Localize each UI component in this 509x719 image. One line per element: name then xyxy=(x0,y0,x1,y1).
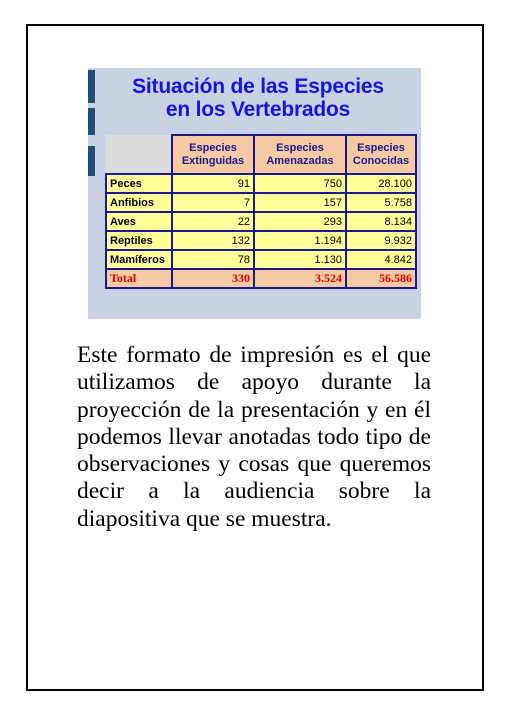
row-label: Peces xyxy=(106,174,172,193)
column-header-line: Especies xyxy=(357,141,405,154)
table-cell: 1.194 xyxy=(254,231,346,250)
total-cell: 56.586 xyxy=(346,269,416,288)
total-cell: 3.524 xyxy=(254,269,346,288)
table-cell: 28.100 xyxy=(346,174,416,193)
table-row xyxy=(106,212,416,231)
table-row xyxy=(106,250,416,269)
column-header-amenazadas xyxy=(254,135,346,174)
table-total-row xyxy=(106,269,416,288)
row-label: Aves xyxy=(106,212,172,231)
total-cell: 330 xyxy=(172,269,254,288)
slide-thumbnail xyxy=(88,68,421,319)
table-header-row xyxy=(106,135,416,174)
slide-accent-bar xyxy=(88,70,95,103)
row-label: Reptiles xyxy=(106,231,172,250)
table-cell: 9.932 xyxy=(346,231,416,250)
table-row xyxy=(106,231,416,250)
column-header-extinguidas xyxy=(172,135,254,174)
table-cell: 7 xyxy=(172,193,254,212)
table-cell: 91 xyxy=(172,174,254,193)
table-corner-cell xyxy=(106,135,172,174)
table-cell: 4.842 xyxy=(346,250,416,269)
table-row xyxy=(106,174,416,193)
column-header-conocidas xyxy=(346,135,416,174)
slide-title xyxy=(102,75,414,121)
column-header-line: Extinguidas xyxy=(181,154,245,167)
slide-title-line-2: en los Vertebrados xyxy=(165,98,351,121)
speaker-notes-text: Este formato de impresión es el que utilizamos de apoyo durante la proyección de la presentación y en él podemos llevar anotadas todo tipo de observaciones y cosas que queremos decir a la audiencia sobre la diapositiva que se muestra. xyxy=(77,342,431,532)
total-label: Total xyxy=(106,269,172,288)
table-cell: 750 xyxy=(254,174,346,193)
table-cell: 293 xyxy=(254,212,346,231)
row-label: Mamíferos xyxy=(106,250,172,269)
table-cell: 1.130 xyxy=(254,250,346,269)
species-table xyxy=(105,134,417,289)
column-header-line: Especies xyxy=(276,141,324,154)
table-cell: 22 xyxy=(172,212,254,231)
table-cell: 5.758 xyxy=(346,193,416,212)
column-header-line: Especies xyxy=(189,141,237,154)
column-header-line: Amenazadas xyxy=(266,154,334,167)
slide-accent-bar xyxy=(88,108,95,135)
slide-title-line-1: Situación de las Especies xyxy=(132,75,384,98)
table-cell: 157 xyxy=(254,193,346,212)
slide-accent-bar xyxy=(88,146,95,176)
table-cell: 132 xyxy=(172,231,254,250)
table-cell: 8.134 xyxy=(346,212,416,231)
column-header-line: Conocidas xyxy=(352,154,410,167)
table-cell: 78 xyxy=(172,250,254,269)
table-row xyxy=(106,193,416,212)
row-label: Anfibios xyxy=(106,193,172,212)
